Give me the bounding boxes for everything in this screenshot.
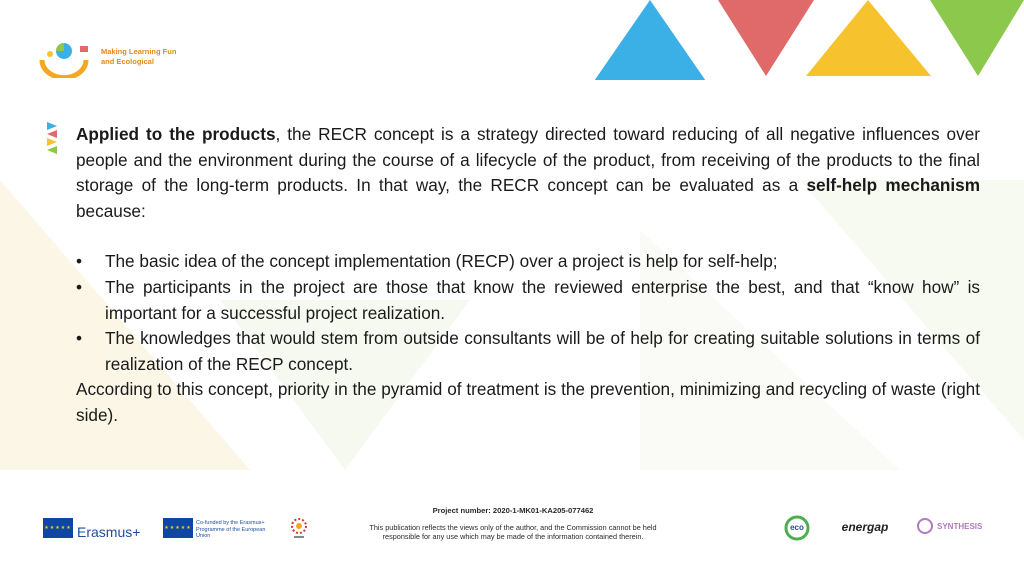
synthesis-flower-icon [915,516,935,536]
erasmus-logo-text: Erasmus+ [77,524,141,540]
bullet-text: The knowledges that would stem from outside consultants will be of help for creating suitable solutions in terms of realization of the RECP concept. [105,328,980,374]
yellow-triangle [806,0,931,76]
partner-eco-label: eco [790,523,804,532]
logo-line-2: and Ecological [101,57,154,66]
project-logo-icon [38,38,98,78]
closing-paragraph: According to this concept, priority in the pyramid of treatment is the prevention, minimizing and recycling of waste (right side). [76,379,980,425]
intro-paragraph [76,122,980,224]
green-triangle [930,0,1024,76]
intro-text: , the RECR concept is a strategy directed toward reducing of all negative influences over people and the environment during the course of a lifecycle of the product, from receiving of the products to the final storage of the long-term products. In that way, the RECR concept can be evaluated as a [76,124,980,196]
project-number: Project number: 2020-1-MK01-KA205-077462 [432,506,594,515]
partner-eco-logo [780,515,814,543]
bullet-text: The participants in the project are those that know the reviewed enterprise the best, and that “know how” is important for a successful project realization. [105,276,980,323]
cofunded-text: Co-funded by the Erasmus+ Programme of the European Union [196,520,266,539]
eu-flag-icon: ★★★★★ [163,518,193,538]
bullet-text: The basic idea of the concept implementation (RECP) over a project is help for self-help; [105,251,778,272]
main-content [76,122,980,429]
intro-end: because: [76,200,146,221]
project-info [360,506,666,541]
red-triangle [718,0,814,76]
partner-emblem-icon [288,516,310,542]
partner-energap-label: energap [841,520,889,534]
bullet-symbol: • [76,328,83,349]
logo-tagline [101,47,211,67]
partner-energap-logo [840,520,890,534]
bullet-item [76,275,980,326]
bullet-item [76,326,980,377]
intro-bold: Applied to the products [76,124,276,144]
eu-flag-icon: ★★★★★ [43,518,73,538]
bullet-symbol: • [76,276,83,297]
partner-synthesis-label: SYNTHESIS [937,522,983,531]
bullet-item [76,249,980,275]
intro-bold-2: self-help mechanism [806,175,980,196]
logo-line-1: Making Learning Fun [101,47,177,56]
disclaimer-text: This publication reflects the views only of the author, and the Commission cannot be held responsible for any use which may be made of the information contained therein. [369,523,657,541]
bullet-list [76,249,980,377]
section-marker-icon [47,122,59,154]
top-triangles [0,0,1024,80]
bullet-symbol: • [76,251,83,272]
blue-triangle [592,0,708,80]
